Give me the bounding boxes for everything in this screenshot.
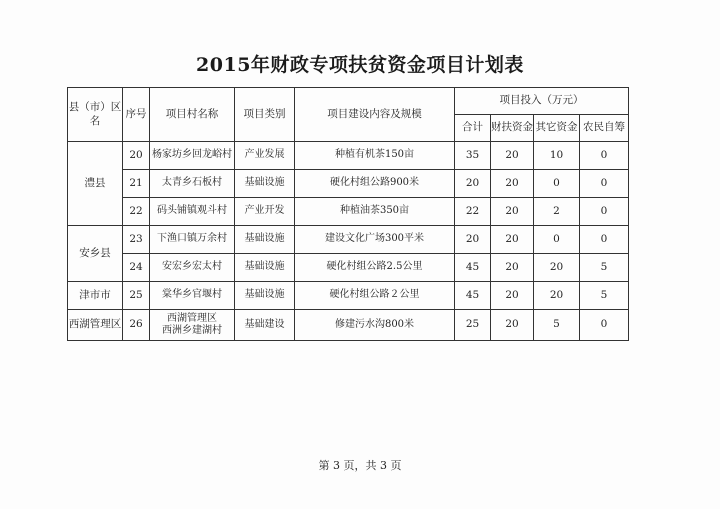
village-cell: 下渔口镇万余村 bbox=[150, 226, 235, 254]
poverty-fund-cell: 20 bbox=[491, 142, 534, 170]
header-category: 项目类别 bbox=[235, 88, 295, 142]
table-row bbox=[68, 282, 629, 310]
header-content: 项目建设内容及规模 bbox=[295, 88, 455, 142]
other-fund-cell: 2 bbox=[534, 198, 580, 226]
village-cell: 棠华乡官堰村 bbox=[150, 282, 235, 310]
farmer-fund-cell: 5 bbox=[580, 254, 629, 282]
table-row bbox=[68, 226, 629, 254]
seq-cell: 26 bbox=[123, 310, 150, 341]
content-cell: 硬化村组公路２公里 bbox=[295, 282, 455, 310]
category-cell: 基础设施 bbox=[235, 254, 295, 282]
seq-cell: 20 bbox=[123, 142, 150, 170]
page-footer: 第 3 页，共 3 页 bbox=[318, 459, 402, 472]
table-row bbox=[68, 198, 629, 226]
farmer-fund-cell: 0 bbox=[580, 198, 629, 226]
poverty-fund-cell: 20 bbox=[491, 198, 534, 226]
poverty-fund-cell: 20 bbox=[491, 282, 534, 310]
village-line-1: 西湖管理区 bbox=[167, 312, 217, 324]
poverty-fund-cell: 20 bbox=[491, 254, 534, 282]
county-cell: 西湖管理区 bbox=[68, 310, 123, 341]
header-farmer-fund: 农民自筹 bbox=[580, 115, 629, 142]
village-cell: 码头铺镇观斗村 bbox=[150, 198, 235, 226]
seq-cell: 21 bbox=[123, 170, 150, 198]
total-cell: 45 bbox=[455, 254, 491, 282]
header-other-fund: 其它资金 bbox=[534, 115, 580, 142]
other-fund-cell: 5 bbox=[534, 310, 580, 341]
village-line-2: 西洲乡建湖村 bbox=[162, 325, 222, 336]
total-cell: 22 bbox=[455, 198, 491, 226]
other-fund-cell: 10 bbox=[534, 142, 580, 170]
category-cell: 基础建设 bbox=[235, 310, 295, 341]
content-cell: 种植油茶350亩 bbox=[295, 198, 455, 226]
farmer-fund-cell: 0 bbox=[580, 170, 629, 198]
total-cell: 25 bbox=[455, 310, 491, 341]
total-cell: 45 bbox=[455, 282, 491, 310]
village-cell: 杨家坊乡回龙峪村 bbox=[150, 142, 235, 170]
header-row bbox=[68, 88, 629, 115]
category-cell: 基础设施 bbox=[235, 282, 295, 310]
county-cell: 安乡县 bbox=[68, 226, 123, 282]
category-cell: 基础设施 bbox=[235, 226, 295, 254]
category-cell: 产业发展 bbox=[235, 142, 295, 170]
header-total: 合计 bbox=[455, 115, 491, 142]
seq-cell: 24 bbox=[123, 254, 150, 282]
other-fund-cell: 20 bbox=[534, 282, 580, 310]
table-row bbox=[68, 170, 629, 198]
table-row bbox=[68, 142, 629, 170]
project-plan-table bbox=[67, 87, 629, 341]
other-fund-cell: 0 bbox=[534, 226, 580, 254]
seq-cell: 22 bbox=[123, 198, 150, 226]
content-cell: 硬化村组公路900米 bbox=[295, 170, 455, 198]
header-poverty-fund: 财扶资金 bbox=[491, 115, 534, 142]
other-fund-cell: 20 bbox=[534, 254, 580, 282]
category-cell: 基础设施 bbox=[235, 170, 295, 198]
header-investment-group: 项目投入（万元） bbox=[455, 88, 629, 115]
content-cell: 种植有机茶150亩 bbox=[295, 142, 455, 170]
farmer-fund-cell: 5 bbox=[580, 282, 629, 310]
seq-cell: 23 bbox=[123, 226, 150, 254]
county-cell: 津市市 bbox=[68, 282, 123, 310]
poverty-fund-cell: 20 bbox=[491, 226, 534, 254]
farmer-fund-cell: 0 bbox=[580, 226, 629, 254]
farmer-fund-cell: 0 bbox=[580, 142, 629, 170]
village-cell: 太青乡石板村 bbox=[150, 170, 235, 198]
farmer-fund-cell: 0 bbox=[580, 310, 629, 341]
other-fund-cell: 0 bbox=[534, 170, 580, 198]
page-title: 2015年财政专项扶贫资金项目计划表 bbox=[196, 54, 524, 76]
table-row bbox=[68, 310, 629, 341]
total-cell: 35 bbox=[455, 142, 491, 170]
category-cell: 产业开发 bbox=[235, 198, 295, 226]
content-cell: 建设文化广场300平米 bbox=[295, 226, 455, 254]
poverty-fund-cell: 20 bbox=[491, 170, 534, 198]
header-village: 项目村名称 bbox=[150, 88, 235, 142]
seq-cell: 25 bbox=[123, 282, 150, 310]
content-cell: 硬化村组公路2.5公里 bbox=[295, 254, 455, 282]
total-cell: 20 bbox=[455, 226, 491, 254]
total-cell: 20 bbox=[455, 170, 491, 198]
village-cell bbox=[150, 310, 235, 341]
header-seq: 序号 bbox=[123, 88, 150, 142]
table-row bbox=[68, 254, 629, 282]
village-cell: 安宏乡宏太村 bbox=[150, 254, 235, 282]
poverty-fund-cell: 20 bbox=[491, 310, 534, 341]
county-cell: 澧县 bbox=[68, 142, 123, 226]
header-county: 县（市）区名 bbox=[68, 88, 123, 142]
content-cell: 修建污水沟800米 bbox=[295, 310, 455, 341]
